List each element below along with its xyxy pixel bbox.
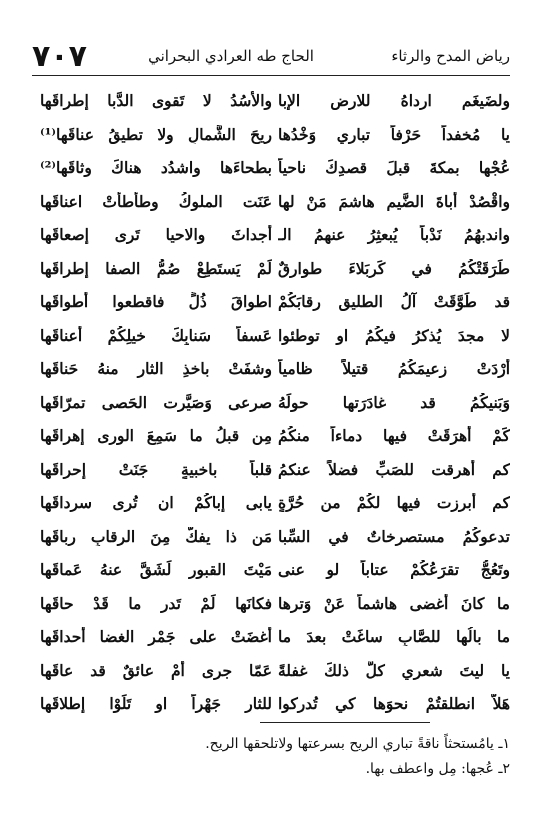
verse-line [40,453,510,487]
footnote-separator [260,722,430,723]
verse-line [40,84,510,118]
verse-first-hemistich: ما كانَ أغضى هاشماً عَنْ وَترِها [278,593,510,613]
verse-line [40,486,510,520]
verse-first-hemistich: واندبهُمُ نَدْباً يُبعثِرُ عنهمُ الـ [278,225,510,245]
verse-line [40,553,510,587]
verse-line [40,151,510,185]
verse-second-hemistich: لَمْ يَستَطِعْ صُمُّ الصفا إطراقَها [40,258,272,278]
verse-second-hemistich: مِن قبلُ ما سَمِعَ الورى إهراقَها [40,426,272,446]
verse-first-hemistich: يا ليتَ شعري كلُّ ذلكَ غفلةً [278,660,510,680]
verse-second-hemistich: صرعى وَصَيَّرت الحَصى تمرّاقَها [40,392,272,412]
verse-second-hemistich: أغضَتْ على جَمْرِ الغضا أحداقَها [40,627,272,647]
verse-second-hemistich: قلباً باخبيةٍ جَنَتْ إحراقَها [40,459,272,479]
verse-line [40,252,510,286]
verse-second-hemistich: للثارِ جَهْراً او تَلَوْا إطلاقَها [40,694,272,714]
verse-second-hemistich: عَنَت الملوكُ وطأطأتْ اعناقَها [40,191,272,211]
verse-second-hemistich: اطواقَ ذُلٍّ فاقطعوا أطواقَها [40,292,272,312]
verse-first-hemistich: واقْصُدْ أُباةَ الضَّيمِ هاشمَ مَنْ لها [278,191,510,211]
verse-first-hemistich: كم أبرزت فيها لكُمْ من حُرَّةٍ [278,493,510,513]
verse-line [40,620,510,654]
verse-line [40,218,510,252]
verse-first-hemistich: أَرْدَتْ زعيمَكُمُ قتيلاً ظامياً [278,359,510,379]
verse-second-hemistich: وشفَتْ باخذِ الثارِ منهُ حَناقَها [40,359,272,379]
verse-first-hemistich: وتَعُجُّ تقرَعُكُمْ عتاباً لو عنى [278,560,510,580]
verse-second-hemistich: عَمّا جرى أمْ عائقٌ قد عاقَها [40,660,272,680]
verse-first-hemistich: ولضَيغَمِ ارداهُ للارضِ الإبا [278,91,510,111]
verse-first-hemistich: كم أهرقت للصَبِّ فضلاً عنكمُ [278,459,510,479]
verse-second-hemistich: عَسفاً سَنابِكَ خيلِكُمْ أعناقَها [40,325,272,345]
verse-first-hemistich: كَمْ أهرَقَتْ فيها دماءاً منكُمُ [278,426,510,446]
footnote: ١ـ يامُستحثاً ناقةً تباري الريح بسرعتها ولاتلحقها الريح. [205,736,510,752]
verse-second-hemistich: أجداثَ والاحيا تَرى إصعاقَها [40,225,272,245]
verse-line [40,654,510,688]
page-header [32,36,510,76]
verse-second-hemistich: ريحَ الشَّمالِ ولا تطيقُ عناقَها⁽¹⁾ [40,124,272,144]
verse-second-hemistich: مَن ذا يفكُّ مِنَ الرقابِ رباقَها [40,526,272,546]
poem-body [40,84,510,721]
verse-line [40,319,510,353]
verse-line [40,419,510,453]
book-title: رياض المدح والرثاء [391,47,510,65]
verse-first-hemistich: ما بالُها للصَّابِ ساغَتْ بعدَ ما [278,627,510,647]
verse-second-hemistich: مَيْتَ القبورِ لَشَقَّ عنهُ عَماقَها [40,560,272,580]
page-number: ٧٠٧ [32,38,87,74]
verse-line [40,587,510,621]
verse-first-hemistich: وَبَنيكُمُ قد غادَرَتها حولَهُ [278,392,510,412]
footnotes [40,732,510,782]
verse-second-hemistich: والأُسُدُ لا تَقوى الدَّبا إطراقَها [40,91,272,111]
verse-line [40,386,510,420]
verse-first-hemistich: قد طَوَّقَتْ آلُ الطليقِ رقابَكُمْ [278,292,510,312]
header-rule [32,75,510,76]
verse-first-hemistich: هَلاّ انطلقتُمْ نحوَها كي تُدركوا [278,694,510,714]
verse-line [40,185,510,219]
verse-second-hemistich: يابى إباكُمْ ان تُرى سرداقَها [40,493,272,513]
verse-first-hemistich: لا مجدَ يُذكرُ فيكُمُ او توطئوا [278,325,510,345]
verse-first-hemistich: تدعوكُمُ مستصرخاتٌ في السِّبا [278,526,510,546]
author-name: الحاج طه العرادي البحراني [148,47,314,65]
verse-line [40,285,510,319]
verse-line [40,118,510,152]
verse-second-hemistich: بطحاءَها واشدُد هناكَ وثاقَها⁽²⁾ [40,158,272,178]
verse-first-hemistich: طَرَقَتْكُمُ في كَربَلاءَ طوارقٌ [278,258,510,278]
verse-line [40,352,510,386]
footnote: ٢ـ عُجها: مِل واعطف بها. [365,761,510,777]
verse-first-hemistich: يا مُخفداً حَرْفاً تباري وَخْدُها [278,124,510,144]
verse-first-hemistich: عُجْها بمكةَ قبلَ قصدِكَ ناحياً [278,158,510,178]
verse-line [40,687,510,721]
verse-line [40,520,510,554]
verse-second-hemistich: فكانَها لَمْ تَدرِ ما قَدْ حاقَها [40,593,272,613]
